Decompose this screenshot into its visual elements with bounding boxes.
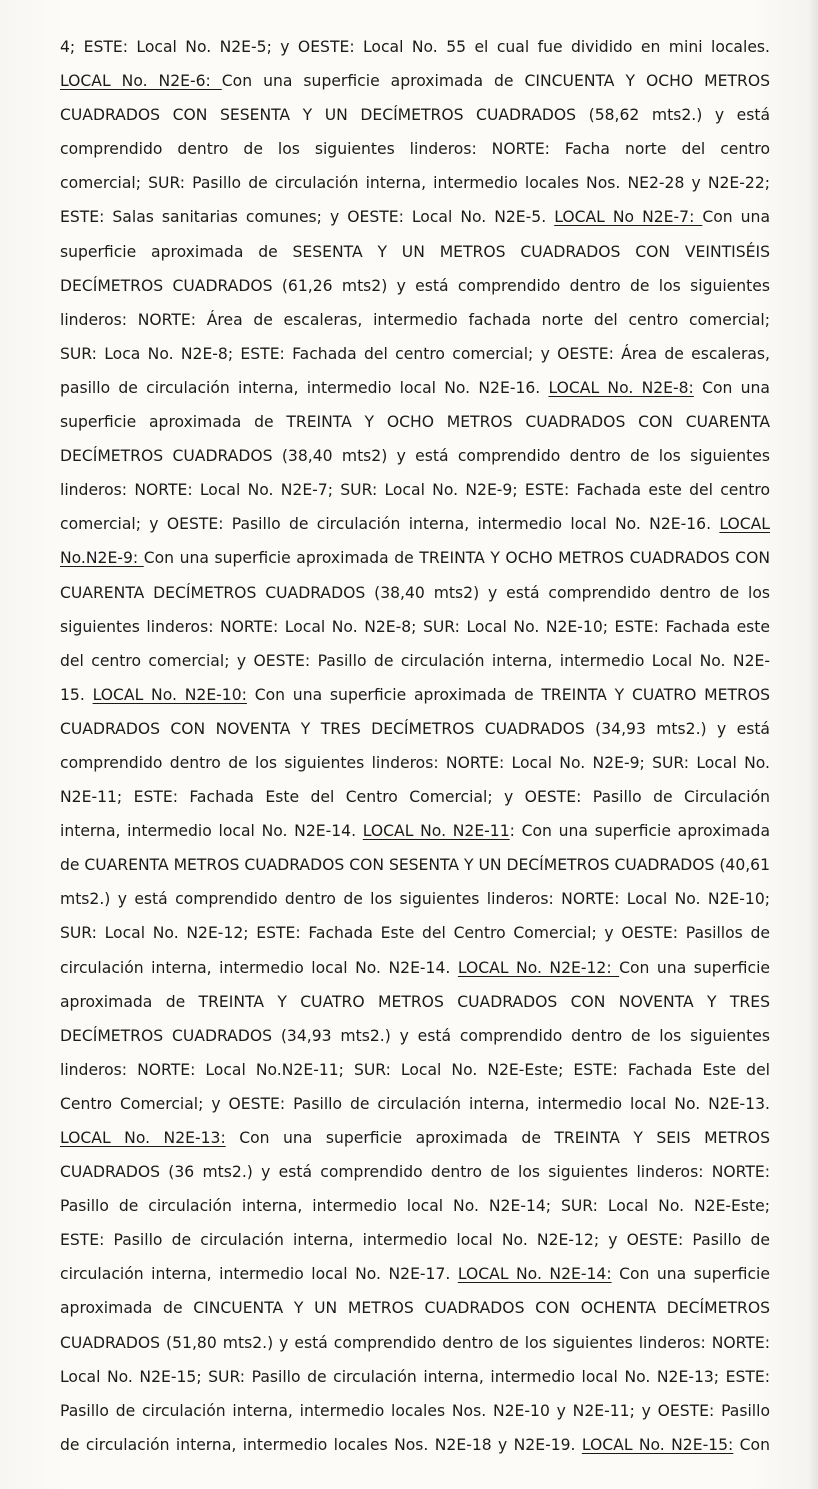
text-line	[60, 64, 770, 98]
text-segment: Pasillo de circulación interna, intermedio locales Nos. N2E-10 y N2E-11; y OESTE: Pasillo	[60, 1401, 770, 1420]
text-segment: DECÍMETROS CUADRADOS (61,26 mts2) y está comprendido dentro de los siguientes	[60, 276, 770, 295]
text-segment: Con una	[702, 208, 770, 227]
text-line	[60, 235, 770, 269]
text-line	[60, 405, 770, 439]
text-segment: Centro Comercial; y OESTE: Pasillo de circulación interna, intermedio local No. N2E-13.	[60, 1094, 770, 1113]
text-segment: ESTE: Pasillo de circulación interna, intermedio local No. N2E-12; y OESTE: Pasillo de	[60, 1231, 770, 1250]
text-segment: pasillo de circulación interna, intermedio local No. N2E-16.	[60, 378, 549, 397]
document-body-text	[60, 30, 770, 1462]
text-segment: mts2.) y está comprendido dentro de los siguientes linderos: NORTE: Local No. N2E-10;	[60, 890, 770, 909]
text-segment: 4; ESTE: Local No. N2E-5; y OESTE: Local No. 55 el cual fue dividido en mini locales.	[60, 38, 770, 56]
local-heading: No.N2E-9:	[60, 549, 144, 568]
text-line	[60, 712, 770, 746]
text-segment: circulación interna, intermedio local No. N2E-17.	[60, 1265, 458, 1284]
text-line	[60, 269, 770, 303]
text-segment: CUARENTA DECÍMETROS CUADRADOS (38,40 mts2) y está comprendido dentro de los	[60, 583, 770, 602]
text-segment: de circulación interna, intermedio locales Nos. N2E-18 y N2E-19.	[60, 1435, 582, 1454]
text-segment: Con una superficie aproximada de CINCUENTA Y OCHO METROS	[221, 72, 770, 91]
text-line	[60, 644, 770, 678]
text-line	[60, 780, 770, 814]
text-segment: comprendido dentro de los siguientes linderos: NORTE: Local No. N2E-9; SUR: Local No.	[60, 753, 770, 772]
text-segment: Con una superficie	[619, 958, 770, 977]
local-heading: LOCAL No. N2E-13:	[60, 1129, 226, 1147]
text-line	[60, 200, 770, 234]
text-line	[60, 1019, 770, 1053]
local-heading: LOCAL No. N2E-15:	[581, 1435, 734, 1454]
local-heading: LOCAL No. N2E-8:	[548, 378, 694, 397]
text-line	[60, 1394, 770, 1428]
text-line	[60, 576, 770, 610]
text-segment: CUADRADOS (36 mts2.) y está comprendido dentro de los siguientes linderos: NORTE:	[60, 1163, 770, 1182]
text-line	[60, 1053, 770, 1087]
text-segment: CUADRADOS CON NOVENTA Y TRES DECÍMETROS CUADRADOS (34,93 mts2.) y está	[60, 719, 770, 738]
text-line	[60, 1291, 770, 1325]
text-line	[60, 337, 770, 371]
text-segment: Con	[733, 1435, 770, 1454]
text-segment: Con una superficie	[611, 1265, 770, 1284]
text-segment: CUADRADOS (51,80 mts2.) y está comprendido dentro de los siguientes linderos: NORTE:	[60, 1333, 770, 1352]
text-segment: Con una superficie aproximada de TREINTA Y CUATRO METROS	[246, 685, 770, 704]
text-line	[60, 1428, 770, 1462]
text-segment: Pasillo de circulación interna, intermedio local No. N2E-14; SUR: Local No. N2E-Este;	[60, 1197, 770, 1216]
text-line	[60, 132, 770, 166]
text-line	[60, 814, 770, 848]
text-line	[60, 473, 770, 507]
local-heading: LOCAL No. N2E-14:	[457, 1265, 612, 1284]
text-line	[60, 30, 770, 64]
local-heading: LOCAL No. N2E-10:	[92, 685, 247, 704]
text-segment: CUADRADOS CON SESENTA Y UN DECÍMETROS CUADRADOS (58,62 mts2.) y está	[60, 106, 770, 125]
text-segment: linderos: NORTE: Local No. N2E-7; SUR: Local No. N2E-9; ESTE: Fachada este del centro	[60, 481, 770, 500]
local-heading: LOCAL No. N2E-6:	[60, 72, 222, 91]
text-line	[60, 848, 770, 882]
text-line	[60, 985, 770, 1019]
text-line	[60, 1360, 770, 1394]
text-line	[60, 1155, 770, 1189]
text-segment: siguientes linderos: NORTE: Local No. N2E-8; SUR: Local No. N2E-10; ESTE: Fachada este	[60, 617, 770, 636]
text-line	[60, 951, 770, 985]
text-segment: ESTE: Salas sanitarias comunes; y OESTE: Local No. N2E-5.	[60, 208, 555, 227]
text-segment: aproximada de TREINTA Y CUATRO METROS CUADRADOS CON NOVENTA Y TRES	[60, 992, 770, 1011]
text-segment: del centro comercial; y OESTE: Pasillo de circulación interna, intermedio Local No. N2E-	[60, 651, 770, 670]
text-line	[60, 1121, 770, 1155]
text-segment: comprendido dentro de los siguientes linderos: NORTE: Facha norte del centro	[60, 140, 770, 159]
text-segment: comercial; y OESTE: Pasillo de circulación interna, intermedio local No. N2E-16.	[60, 515, 720, 534]
text-segment: comercial; SUR: Pasillo de circulación interna, intermedio locales Nos. NE2-28 y N2E-22;	[60, 174, 770, 193]
text-segment: DECÍMETROS CUADRADOS (38,40 mts2) y está comprendido dentro de los siguientes	[60, 447, 770, 466]
text-segment: linderos: NORTE: Local No.N2E-11; SUR: Local No. N2E-Este; ESTE: Fachada Este del	[60, 1060, 770, 1079]
text-line	[60, 746, 770, 780]
text-segment: Con una superficie aproximada de TREINTA Y SEIS METROS	[225, 1129, 770, 1147]
text-line	[60, 1326, 770, 1360]
text-line	[60, 678, 770, 712]
text-line	[60, 166, 770, 200]
local-heading: LOCAL No. N2E-11	[362, 822, 510, 841]
text-line	[60, 507, 770, 541]
text-line	[60, 1223, 770, 1257]
text-line	[60, 1087, 770, 1121]
text-segment: circulación interna, intermedio local No. N2E-14.	[60, 958, 458, 977]
text-segment: interna, intermedio local No. N2E-14.	[60, 822, 363, 841]
text-segment: Local No. N2E-15; SUR: Pasillo de circulación interna, intermedio local No. N2E-13; ESTE:	[60, 1367, 770, 1386]
text-segment: SUR: Local No. N2E-12; ESTE: Fachada Este del Centro Comercial; y OESTE: Pasillos de	[60, 924, 770, 943]
local-heading: LOCAL No N2E-7:	[554, 208, 703, 227]
text-segment: de CUARENTA METROS CUADRADOS CON SESENTA Y UN DECÍMETROS CUADRADOS (40,61	[60, 856, 770, 875]
text-line	[60, 371, 770, 405]
text-segment: superficie aproximada de SESENTA Y UN METROS CUADRADOS CON VEINTISÉIS	[60, 242, 770, 261]
text-line	[60, 1189, 770, 1223]
text-line	[60, 439, 770, 473]
local-heading: LOCAL	[719, 515, 770, 534]
text-line	[60, 98, 770, 132]
text-line	[60, 610, 770, 644]
text-segment: Con una superficie aproximada de TREINTA Y OCHO METROS CUADRADOS CON	[143, 549, 771, 568]
text-segment: aproximada de CINCUENTA Y UN METROS CUADRADOS CON OCHENTA DECÍMETROS	[60, 1299, 770, 1318]
text-segment: N2E-11; ESTE: Fachada Este del Centro Comercial; y OESTE: Pasillo de Circulación	[60, 788, 770, 807]
page-edge-shadow	[808, 0, 818, 1489]
text-segment: DECÍMETROS CUADRADOS (34,93 mts2.) y está comprendido dentro de los siguientes	[60, 1026, 770, 1045]
text-segment: linderos: NORTE: Área de escaleras, intermedio fachada norte del centro comercial;	[60, 310, 770, 329]
text-segment: Con una	[693, 378, 770, 397]
text-segment: : Con una superficie aproximada	[509, 822, 770, 841]
text-line	[60, 541, 770, 575]
text-segment: SUR: Loca No. N2E-8; ESTE: Fachada del centro comercial; y OESTE: Área de escaleras,	[60, 344, 770, 363]
text-segment: 15.	[60, 685, 93, 704]
local-heading: LOCAL No. N2E-12:	[457, 958, 620, 977]
text-segment: superficie aproximada de TREINTA Y OCHO METROS CUADRADOS CON CUARENTA	[60, 413, 770, 432]
text-line	[60, 1257, 770, 1291]
text-line	[60, 916, 770, 950]
text-line	[60, 882, 770, 916]
text-line	[60, 303, 770, 337]
